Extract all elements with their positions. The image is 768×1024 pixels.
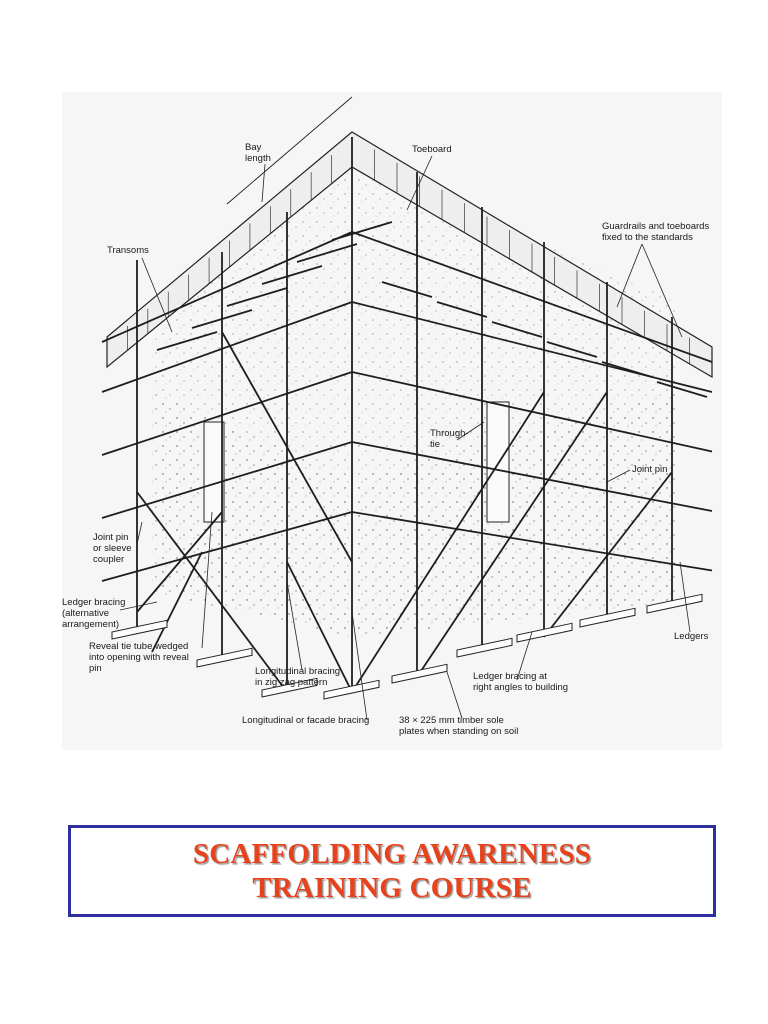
label-longitudinal-zigzag-2: in zig zag pattern: [255, 677, 328, 688]
label-sole-plates: 38 × 225 mm timber sole: [399, 715, 504, 726]
label-reveal-tie-3: pin: [89, 663, 102, 674]
label-ledgers: Ledgers: [674, 631, 709, 642]
label-ledger-bracing-alt: Ledger bracing: [62, 597, 126, 608]
label-reveal-tie-2: into opening with reveal: [89, 652, 189, 663]
course-title-line-1: SCAFFOLDING AWARENESS: [192, 838, 592, 870]
scaffolding-diagram: [62, 92, 722, 750]
label-leader-line: [120, 602, 157, 610]
scaffolding-illustration: [62, 92, 722, 750]
window-right: [487, 402, 509, 522]
label-joint-pin-right: Joint pin: [632, 464, 668, 475]
label-leader-line: [447, 672, 462, 718]
label-toeboard: Toeboard: [412, 144, 452, 155]
label-bay-length-2: length: [245, 153, 271, 164]
label-joint-pin-left-2: or sleeve: [93, 543, 132, 554]
label-ledger-right-angles-2: right angles to building: [473, 682, 569, 693]
sole-plate: [112, 620, 167, 639]
label-joint-pin-left-3: coupler: [93, 554, 125, 565]
window-left: [204, 422, 224, 522]
label-bay-length: Bay: [245, 142, 262, 153]
label-joint-pin-left: Joint pin: [93, 532, 129, 543]
sole-plate: [197, 648, 252, 667]
label-through-tie: Through-: [430, 428, 469, 439]
label-ledger-right-angles: Ledger bracing at: [473, 671, 547, 682]
label-facade-bracing: Longitudinal or facade bracing: [242, 715, 370, 726]
sole-plate: [457, 638, 512, 657]
course-title-box: [68, 825, 716, 917]
label-sole-plates-2: plates when standing on soil: [399, 726, 519, 737]
label-transoms: Transoms: [107, 245, 149, 256]
label-guardrails: Guardrails and toeboards: [602, 221, 710, 232]
label-leader-line: [262, 164, 265, 202]
label-ledger-bracing-alt-3: arrangement): [62, 619, 120, 630]
course-title-line-2: TRAINING COURSE: [252, 872, 532, 904]
label-longitudinal-zigzag: Longitudinal bracing: [255, 666, 341, 677]
label-ledger-bracing-alt-2: (alternative: [62, 608, 109, 619]
sole-plate: [392, 664, 447, 683]
label-through-tie-2: tie: [430, 439, 441, 450]
label-reveal-tie: Reveal tie tube wedged: [89, 641, 189, 652]
label-guardrails-2: fixed to the standards: [602, 232, 693, 243]
